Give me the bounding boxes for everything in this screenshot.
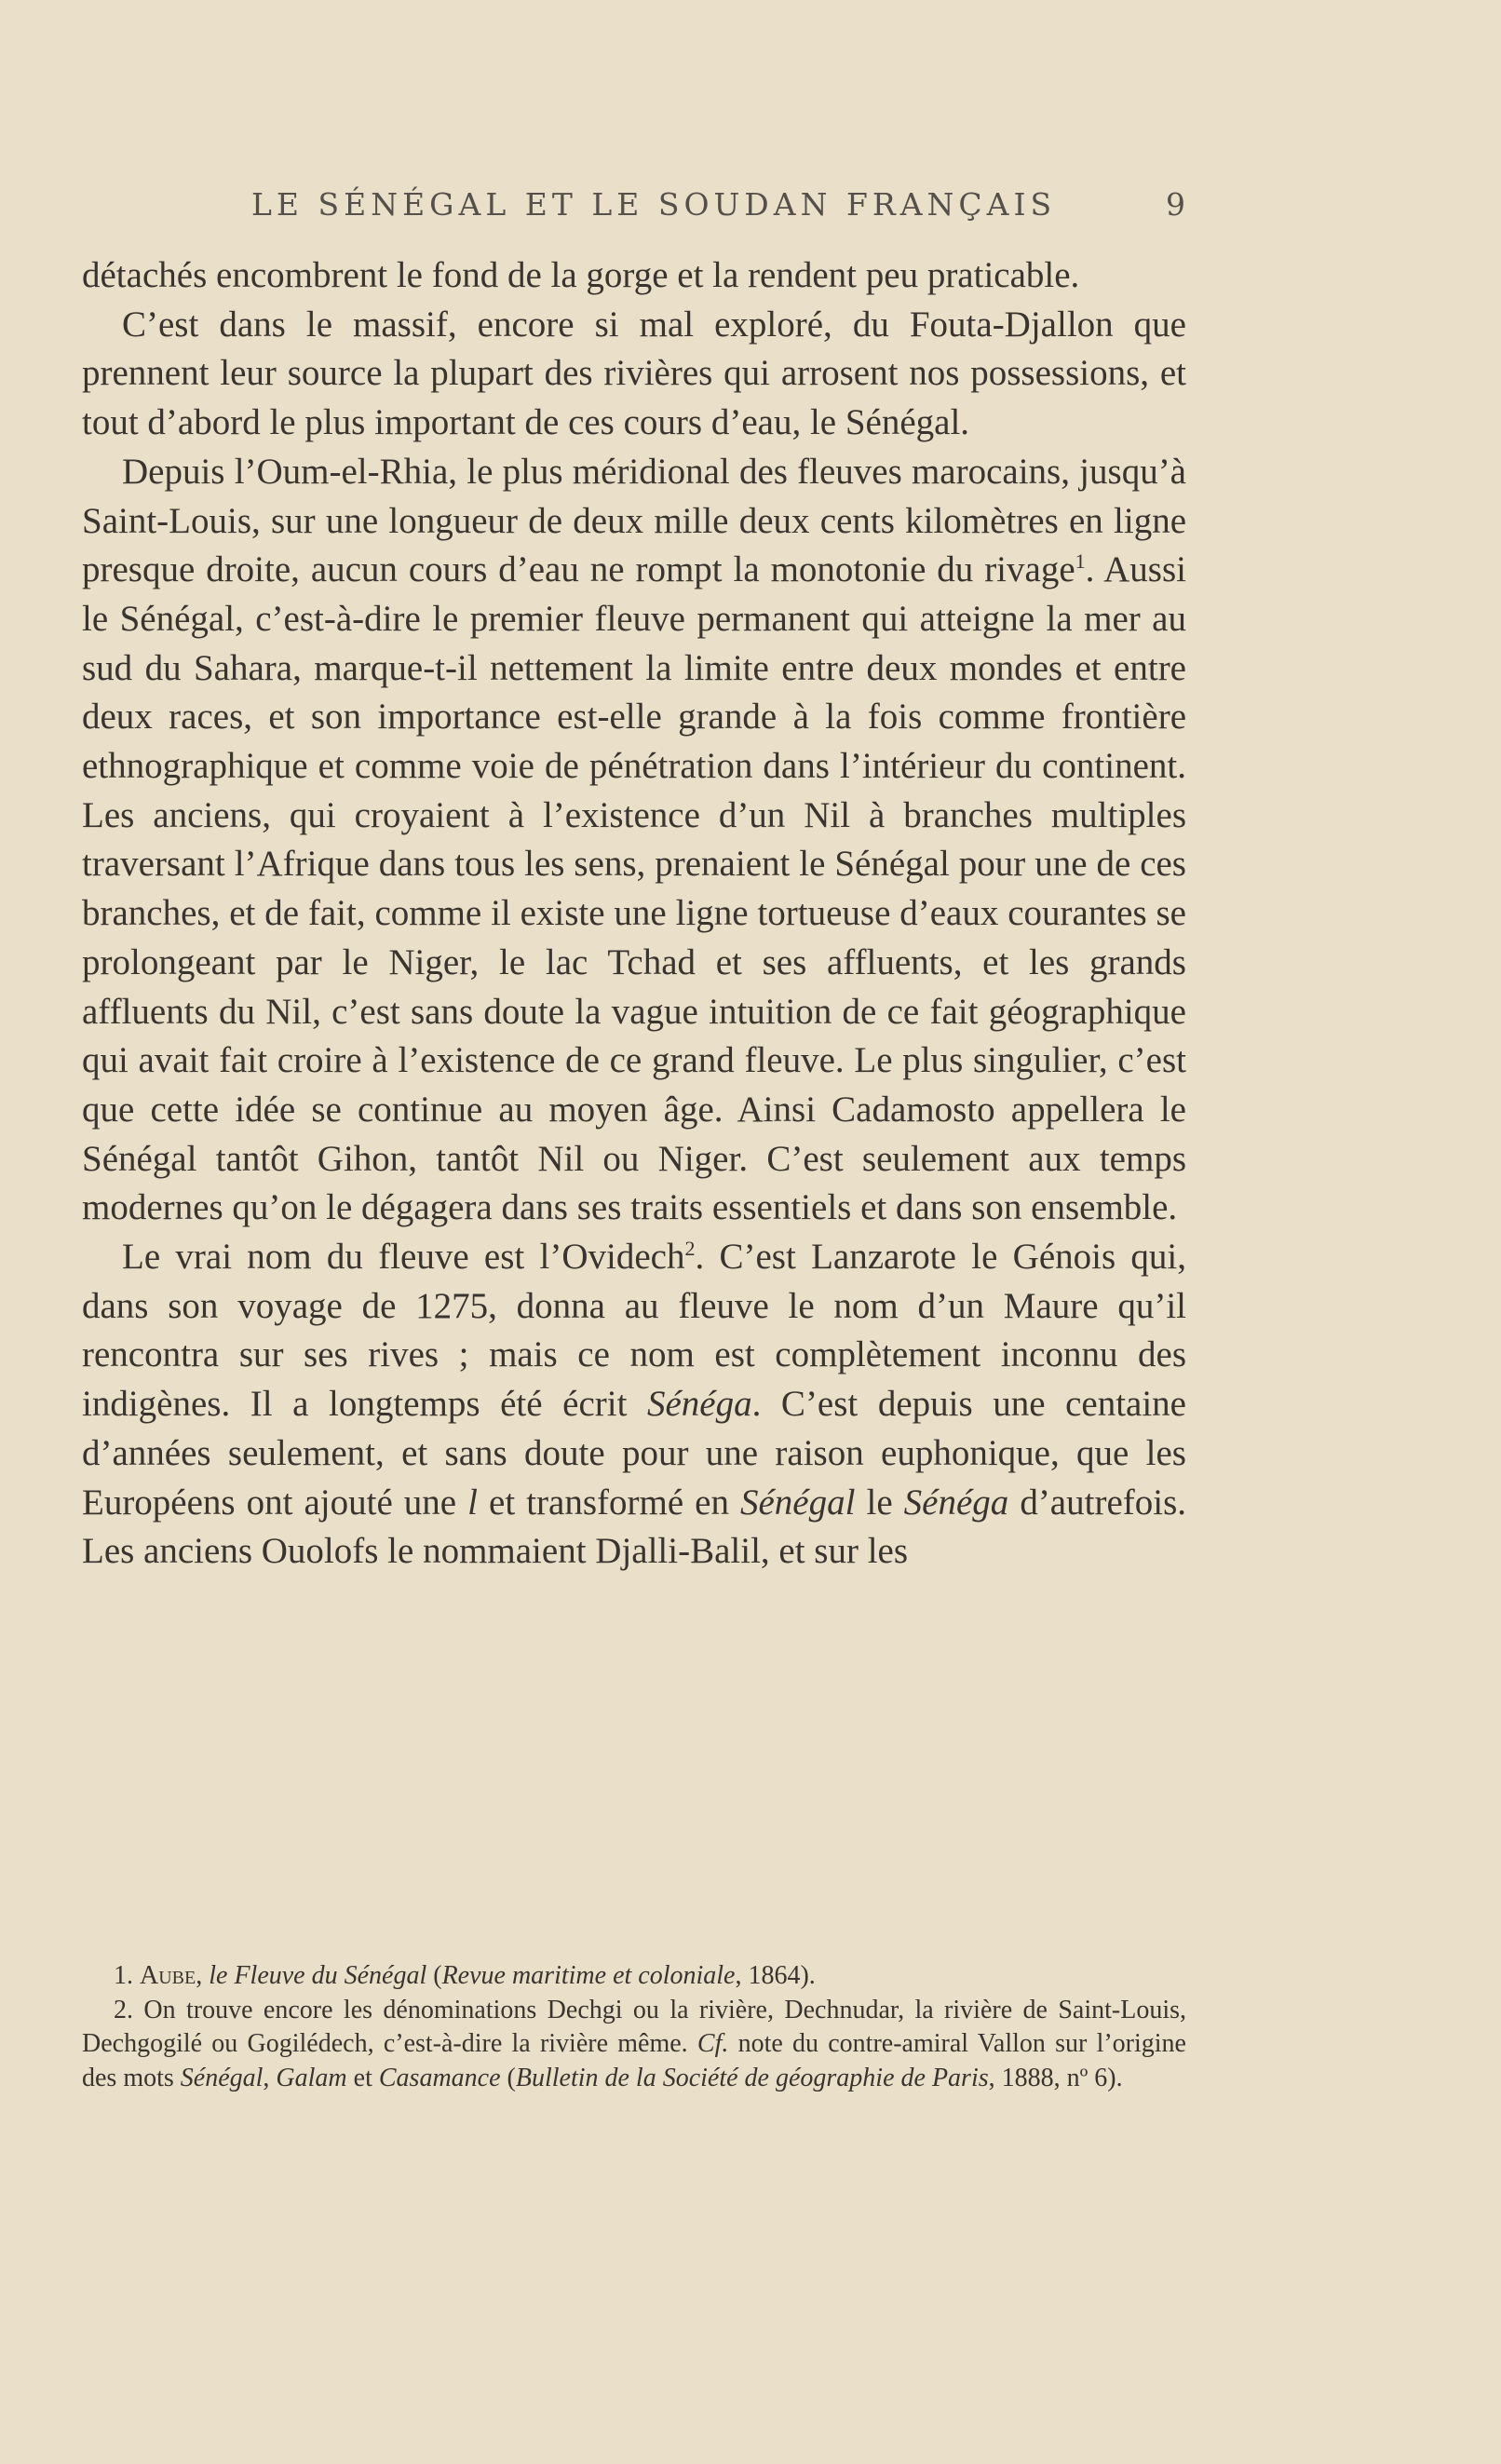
footnote-2-number: 2. — [114, 1995, 133, 2024]
page-number: 9 — [1166, 186, 1190, 223]
paragraph-4-text-d: et transformé en — [478, 1482, 740, 1523]
italic-letter: l — [467, 1482, 478, 1523]
footnote-text: On trouve encore les dénominations Dechgi ou la rivière, Dechnudar, la rivière de Saint-Louis, Dechgogilé ou Gogilédech, c’est-à-dire la rivière même. — [82, 1995, 1186, 2058]
footnotes — [82, 1959, 1186, 2095]
paragraph-3-text-b: . Aussi le Sénégal, c’est-à-dire le premier fleuve permanent qui atteigne la mer au sud du Sahara, marque-t-il nettement la limite entre deux mondes et entre deux races, et son importance est-elle grande à la fois comme frontière ethnographique et comme voie de pénétration dans l’intérieur du continent. Les anciens, qui croyaient à l’existence d’un Nil à branches multiples traversant l’Afrique dans tous les sens, prenaient le Sénégal pour une de ces branches, et de fait, comme il existe une ligne tortueuse d’eaux courantes se prolongeant par le Niger, le lac Tchad et ses affluents, et les grands affluents du Nil, c’est sans doute la vague intuition de ce fait géographique qui avait fait croire à l’existence de ce grand fleuve. Le plus singulier, c’est que cette idée se continue au moyen âge. Ainsi Cadamosto appellera le Sénégal tantôt Gihon, tantôt Nil ou Niger. C’est seulement aux temps modernes qu’on le dégagera dans ses traits essentiels et dans son ensemble. — [82, 549, 1186, 1228]
paragraph-1: détachés encombrent le fond de la gorge et la rendent peu praticable. — [82, 255, 1080, 295]
footnote-text: et — [346, 2063, 379, 2092]
paragraph-4-text-c: . C’est depuis une centaine d’années seulement, et sans doute pour une raison euphonique, que les Européens ont ajouté une — [82, 1384, 1186, 1523]
footnote-text: ( — [426, 1961, 442, 1990]
footnote-2-word: Casamance — [378, 2063, 501, 2092]
footnote-1-journal: Revue maritime et coloniale — [441, 1961, 736, 1990]
footnote-1-author: Aube — [140, 1961, 196, 1990]
footnote-ref-2: 2 — [684, 1237, 696, 1261]
footnote-2-word: Sénégal — [180, 2063, 264, 2092]
paragraph-4-text-f: d’autrefois. Les anciens Ouolofs le nommaient Djalli-Balil, et sur les — [82, 1482, 1187, 1572]
italic-term: Sénéga — [903, 1482, 1009, 1523]
paragraph-4-text-b: . C’est Lanzarote le Génois qui, dans son voyage de 1275, donna au fleuve le nom d’un Maure qu’il rencontra sur ses rives ; mais ce nom est complètement inconnu des indigènes. Il a longtemps été écrit — [82, 1237, 1186, 1425]
main-text — [82, 251, 1186, 1577]
italic-term: Sénégal — [740, 1482, 856, 1523]
paragraph-4-text-a: Le vrai nom du fleuve est l’Ovidech — [122, 1237, 685, 1278]
paragraph-2: C’est dans le massif, encore si mal exploré, du Fouta-Djallon que prennent leur source la plupart des rivières qui arrosent nos possessions, et tout d’abord le plus important de ces cours d’eau, le Sénégal. — [82, 304, 1186, 443]
footnote-2-cf: Cf. — [696, 2029, 729, 2058]
paragraph-3-text-a: Depuis l’Oum-el-Rhia, le plus méridional des fleuves marocains, jusqu’à Saint-Louis, sur une longueur de deux mille deux cents kilomètres en ligne presque droite, aucun cours d’eau ne rompt la monotonie du rivage — [82, 451, 1186, 590]
footnote-2-word: Galam — [276, 2063, 347, 2092]
italic-term: Sénéga — [646, 1384, 752, 1425]
footnote-text: , — [196, 1961, 210, 1990]
footnote-text: , — [263, 2063, 277, 2092]
footnote-2 — [82, 1994, 1186, 2096]
footnote-1-number: 1. — [114, 1961, 133, 1990]
footnote-1-title: le Fleuve du Sénégal — [209, 1961, 427, 1990]
footnote-2-bulletin: Bulletin de la Société de géographie de Paris — [515, 2063, 989, 2092]
running-title: LE SÉNÉGAL ET LE SOUDAN FRANÇAIS — [251, 186, 1057, 223]
footnote-text: , 1888, nº 6). — [988, 2063, 1123, 2092]
footnote-text: , 1864). — [735, 1961, 816, 1990]
footnote-1 — [82, 1959, 1186, 1994]
footnote-text: ( — [500, 2063, 516, 2092]
paragraph-4-text-e: le — [855, 1482, 904, 1523]
paragraph-4 — [82, 1233, 1186, 1577]
paragraph-3 — [82, 448, 1186, 1233]
running-header — [82, 186, 1190, 235]
footnote-ref-1: 1 — [1075, 549, 1086, 574]
footnote-text: note du contre-amiral Vallon sur l’origine des mots — [82, 2029, 1186, 2092]
